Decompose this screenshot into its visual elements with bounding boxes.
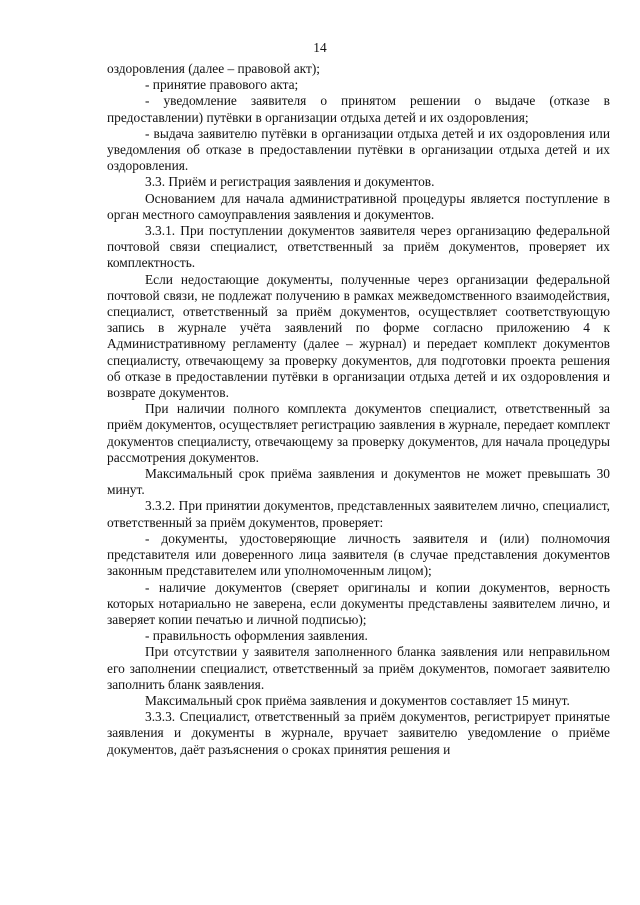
- paragraph: 3.3.2. При принятии документов, представленных заявителем лично, специалист, ответственный за приём документов, проверяет:: [107, 498, 610, 530]
- paragraph: 3.3.3. Специалист, ответственный за приём документов, регистрирует принятые заявления и документы в журнале, вручает заявителю уведомление о приёме документов, даёт разъяснения о сроках принятия решения и: [107, 709, 610, 757]
- paragraph: оздоровления (далее – правовой акт);: [107, 61, 321, 76]
- page-number: 14: [313, 40, 327, 55]
- paragraph: 3.3.1. При поступлении документов заявителя через организацию федеральной почтовой связи специалист, ответственный за приём документов, проверяет их комплектность.: [107, 223, 610, 271]
- paragraph: - принятие правового акта;: [145, 77, 299, 93]
- document-body: [107, 61, 610, 758]
- paragraph: - выдача заявителю путёвки в организации отдыха детей и их оздоровления или уведомления об отказе в предоставлении путёвки в организации отдыха детей и их оздоровления.: [107, 125, 610, 174]
- paragraph: При отсутствии у заявителя заполненного бланка заявления или неправильном его заполнении специалист, ответственный за приём документов, помогает заявителю заполнить бланк заявления.: [107, 644, 610, 692]
- paragraph: 3.3. Приём и регистрация заявления и документов.: [145, 174, 435, 190]
- paragraph: При наличии полного комплекта документов специалист, ответственный за приём документов, осуществляет регистрацию заявления в журнале, передает комплект документов специалисту, отвечающему за проверку документов, для начала процедуры рассмотрения документов.: [107, 401, 610, 465]
- paragraph: - уведомление заявителя о принятом решении о выдаче (отказе в предоставлении) путёвки в организации отдыха детей и их оздоровления;: [107, 93, 610, 125]
- paragraph: Максимальный срок приёма заявления и документов не может превышать 30 минут.: [107, 466, 610, 498]
- paragraph: - документы, удостоверяющие личность заявителя и (или) полномочия представителя или доверенного лица заявителя (в случае представления документов законным представителем или уполномоченным лицом);: [107, 530, 610, 579]
- paragraph: Если недостающие документы, полученные через организации федеральной почтовой связи, не подлежат получению в рамках межведомственного взаимодействия, специалист, ответственный за приём документов, осуществляет соответствующую запись в журнале учёта заявлений по форме согласно приложению 4 к Административному регламенту (далее – журнал) и передает комплект документов специалисту, отвечающему за проверку документов, для подготовки проекта решения об отказе в предоставлении путёвки в организации отдыха детей и их оздоровления и возврате документов.: [107, 271, 610, 401]
- paragraph: - правильность оформления заявления.: [145, 628, 368, 644]
- paragraph: Основанием для начала административной процедуры является поступление в орган местного самоуправления заявления и документов.: [107, 190, 610, 222]
- paragraph: - наличие документов (сверяет оригиналы и копии документов, верность которых нотариально не заверена, если документы представлены заявителем лично, и заверяет копии печатью и личной подписью);: [107, 579, 610, 627]
- paragraph: Максимальный срок приёма заявления и документов составляет 15 минут.: [145, 692, 570, 708]
